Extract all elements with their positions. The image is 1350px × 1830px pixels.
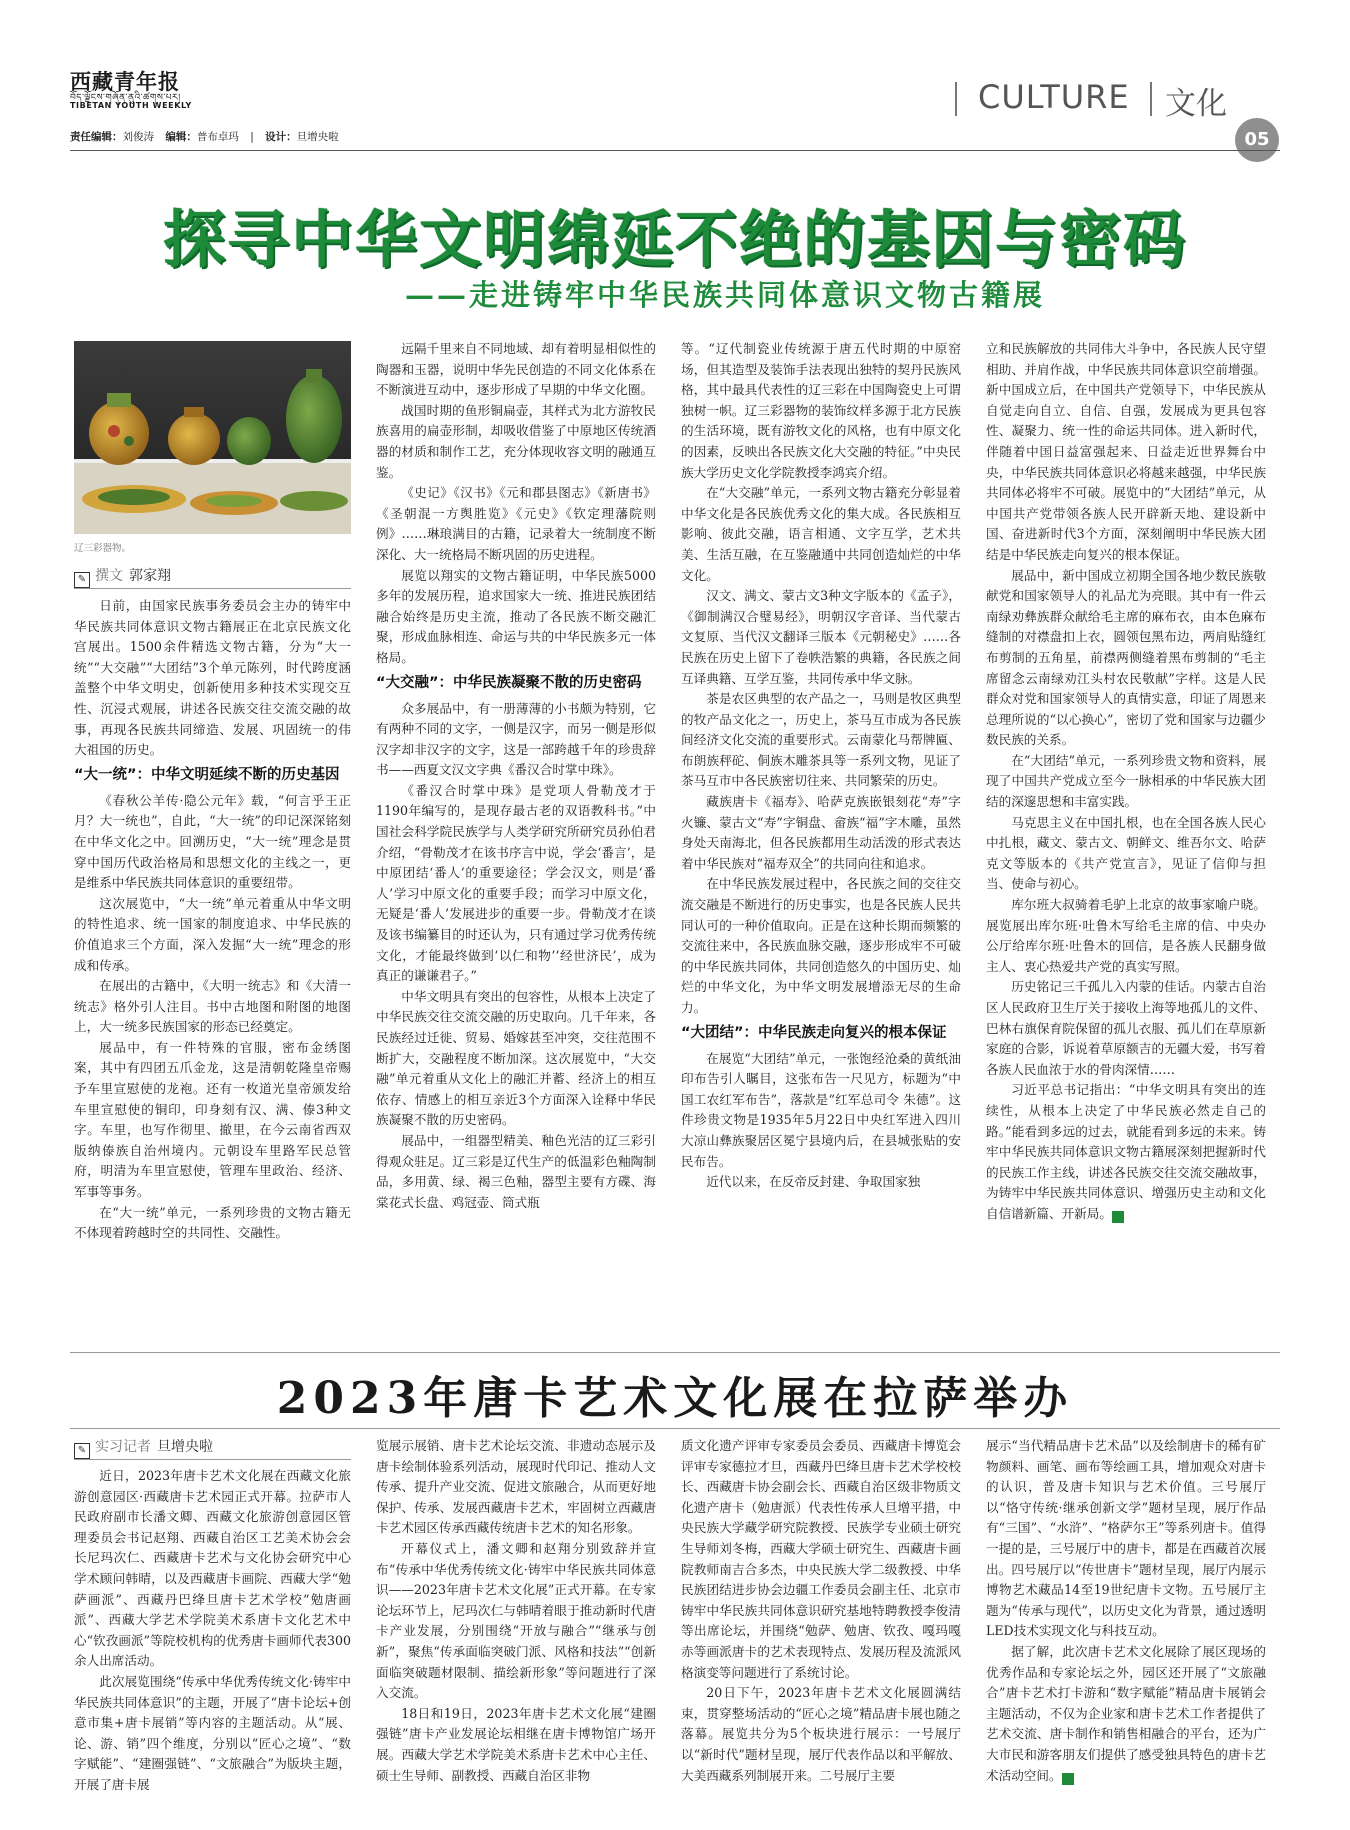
paragraph: 马克思主义在中国扎根，也在全国各族人民心中扎根，藏文、蒙古文、朝鲜文、维吾尔文、哈萨克文等版本的《共产党宣言》，见证了信仰与担当、使命与初心。 [986, 814, 1266, 892]
pen-icon: ✎ [74, 1443, 90, 1459]
section-heading: “大一统”：中华文明延续不断的历史基因 [74, 766, 340, 783]
end-mark-icon: ✦ [1112, 1211, 1124, 1223]
paragraph: 藏族唐卡《福寿》、哈萨克族嵌银刻花“寿”字火镰、蒙古文“寿”字铜盘、畲族“福”字木雕，虽然身处天南海北，但各民族都用生动活泼的形式表达着中华民族对“福寿双全”的共同向往和追求。 [681, 794, 961, 871]
credit-bar [70, 127, 1230, 147]
section-divider [955, 82, 957, 116]
newspaper-name-english: TIBETAN YOUTH WEEKLY [70, 101, 192, 110]
paragraph: 这次展览中，“大一统”单元着重从中华文明的特性追求、统一国家的制度追求、中华民族的价值追求三个方面，深入发掘“大一统”理念的形成和传承。 [74, 895, 351, 973]
article-column-2 [376, 339, 656, 1348]
paragraph: 在展出的古籍中，《大明一统志》和《大清一统志》格外引人注目。书中古地图和附图的地图上，大一统多民族国家的形态已经奠定。 [74, 978, 351, 1035]
paragraph: 览展示展销、唐卡艺术论坛交流、非遗动态展示及唐卡绘制体验系列活动，展现时代印记、推动人文传承、提升产业交流、促进文旅融合，从而更好地保护、传承、发展西藏唐卡艺术，牢固树立西藏唐卡艺术园区传承西藏传统唐卡艺术的知名形象。 [376, 1438, 656, 1536]
paragraph: 《春秋公羊传·隐公元年》载，“何言乎王正月？大一统也”，自此，“大一统”的印记深深铭刻在中华文化之中。回溯历史，“大一统”理念是贯穿中国历代政治格局和思想文化的主线之一，更是维系中华民族共同体意识的重要纽带。 [74, 792, 351, 891]
article2-title: 2023年唐卡艺术文化展在拉萨举办 [276, 1373, 1074, 1424]
paragraph: 此次展览围绕“传承中华优秀传统文化·铸牢中华民族共同体意识”的主题，开展了“唐卡论坛+创意市集+唐卡展销”等内容的主题活动。从“展、论、游、销”四个维度，分别以“匠心之境”、“数字赋能”、“建圈强链”、“文旅融合”为版块主题，开展了唐卡展 [74, 1673, 351, 1792]
section-label-en: CULTURE [978, 78, 1130, 116]
editor2-name: 普布卓玛 [196, 131, 239, 143]
paragraph: 等。“辽代制瓷业传统源于唐五代时期的中原窑场，但其造型及装饰手法表现出独特的契丹民族风格，其中最具代表性的辽三彩在中国陶瓷史上可谓独树一帜。辽三彩器物的装饰纹样多源于北方民族的生活环境，既有游牧文化的风格，也有中原文化的因素，反映出各民族文化大交融的特征。”中央民族大学历史文化学院教授李鸿宾介绍。 [681, 341, 961, 480]
paragraph: 茶是农区典型的农产品之一，马则是牧区典型的牧产品文化之一，历史上，茶马互市成为各民族间经济文化交流的重要形式。云南蒙化马帮牌匾、布朗族秤砣、侗族木雕茶具等一系列文物，见证了茶马互市中各民族密切往来、共同繁荣的历史。 [681, 691, 961, 789]
paragraph: 20日下午，2023年唐卡艺术文化展圆满结束，贯穿整场活动的“匠心之境”精品唐卡展也随之落幕。展览共分为5个板块进行展示：一号展厅以“新时代”题材呈现，展厅代表作品以和平解放、大美西藏系列制展开来。二号展厅主要 [681, 1685, 961, 1783]
byline-role: 撰文 [95, 568, 123, 584]
paragraph: 战国时期的鱼形铜扁壶，其样式为北方游牧民族喜用的扁壶形制，却吸收借鉴了中原地区传统酒器的材质和制作工艺，充分体现收容文明的融通互鉴。 [376, 402, 656, 480]
photo-caption: 辽三彩器物。 [74, 543, 132, 554]
header-rule [70, 150, 1280, 151]
article-column-3 [681, 339, 961, 1348]
byline-author: 郭家翔 [129, 568, 171, 584]
paragraph: 近日，2023年唐卡艺术文化展在西藏文化旅游创意园区·西藏唐卡艺术园正式开幕。拉萨市人民政府副市长潘文卿、西藏文化旅游创意园区管理委员会书记赵翔、西藏自治区工艺美术协会会长尼玛次仁、西藏唐卡艺术与文化协会研究中心学术顾问韩晴，以及西藏唐卡画院、西藏大学“勉萨画派”、西藏丹巴绛旦唐卡艺术学校“勉唐画派”、西藏大学艺术学院美术系唐卡文化艺术中心“钦孜画派”等院校机构的优秀唐卡画师代表300余人出席活动。 [74, 1468, 351, 1669]
article-divider [70, 1352, 1280, 1353]
editor-name: 刘俊涛 [122, 131, 154, 143]
paragraph: 历史铭记三千孤儿入内蒙的佳话。内蒙古自治区人民政府卫生厅关于接收上海等地孤儿的文件、巴林右旗保育院保留的孤儿衣服、孤儿们在草原新家庭的合影，诉说着草原额吉的无疆大爱，书写着各族人民血浓于水的骨肉深情…… [986, 979, 1266, 1077]
section-heading: “大交融”：中华民族凝聚不散的历史密码 [376, 674, 642, 691]
article-divider [70, 1428, 1280, 1429]
paragraph: 展示“当代精品唐卡艺术品”以及绘制唐卡的稀有矿物颜料、画笔、画布等绘画工具，增加观众对唐卡的认识，普及唐卡知识与艺术价值。三号展厅以“恪守传统·继承创新文学”题材呈现，展厅作品有“三国”、“水浒”、“格萨尔王”等系列唐卡。值得一提的是，三号展厅中的唐卡，都是在西藏首次展出。四号展厅以“传世唐卡”题材呈现，展厅内展示博物艺术藏品14至19世纪唐卡文物。五号展厅主题为“传承与现代”，以历史文化为背景，通过透明LED技术实现文化与科技互动。 [986, 1438, 1266, 1639]
paragraph: 展品中，一组器型精美、釉色光洁的辽三彩引得观众驻足。辽三彩是辽代生产的低温彩色釉陶制品，多用黄、绿、褐三色釉，器型主要有方碟、海棠花式长盘、鸡冠壶、筒式瓶 [376, 1132, 656, 1210]
paragraph: 《史记》《汉书》《元和郡县图志》《新唐书》《圣朝混一方舆胜览》《元史》《钦定理藩院则例》……琳琅满目的古籍，记录着大一统制度不断深化、大一统格局不断巩固的历史进程。 [376, 485, 656, 562]
byline-role: 实习记者 [95, 1439, 151, 1455]
paragraph: 汉文、满文、蒙古文3种文字版本的《孟子》，《御制满汉合璧易经》，明朝汉字音译、当代蒙古文复原、当代汉文翻译三版本《元朝秘史》……各民族在历史上留下了卷帙浩繁的典籍，各民族之间互译典籍、互学互鉴，共同传承中华文脉。 [681, 588, 961, 686]
article-column-4 [986, 339, 1266, 1348]
article2-column-1 [74, 1466, 351, 1816]
paragraph: 展品中，新中国成立初期全国各地少数民族敬献党和国家领导人的礼品尤为亮眼。其中有一件云南绿劝彝族群众献给毛主席的麻布衣，由本色麻布缝制的对襟盘扣上衣，圆领包黑布边，两肩贴缝红布剪制的五角星，前襟两侧缝着黑布剪制的“毛主席留念云南绿劝江头村农民敬献”字样。这是人民群众对党和国家领导人的真情实意，印证了周恩来总理所说的“以心换心”，密切了党和国家与边疆少数民族的关系。 [986, 567, 1266, 748]
liao-sancai-photo [74, 341, 351, 534]
pen-icon: ✎ [74, 572, 90, 588]
byline-rule [74, 588, 351, 589]
paragraph [986, 1642, 1266, 1786]
byline [74, 565, 171, 588]
section-label-cn: 文化 [1165, 86, 1227, 122]
paragraph: 展览以翔实的文物古籍证明，中华民族5000多年的发展历程，追求国家大一统、推进民族团结融合始终是历史主流，推动了各民族不断交融汇聚，形成血脉相连、命运与共的中华民族多元一体格局。 [376, 567, 656, 665]
article-subtitle: ——走进铸牢中华民族共同体意识文物古籍展 [404, 278, 1045, 312]
paragraph [986, 1080, 1266, 1224]
designer-label: 设计： [265, 131, 297, 143]
section-heading: “大团结”：中华民族走向复兴的根本保证 [681, 1024, 947, 1041]
paragraph: 库尔班大叔骑着毛驴上北京的故事家喻户晓。展览展出库尔班·吐鲁木写给毛主席的信、中央办公厅给库尔班·吐鲁木的回信，是各族人民翻身做主人、衷心热爱共产党的真实写照。 [986, 897, 1266, 974]
paragraph: 在“大团结”单元，一系列珍贵文物和资料，展现了中国共产党成立至今一脉相承的中华民族大团结的深邃思想和丰富实践。 [986, 752, 1266, 810]
byline [74, 1436, 213, 1459]
newspaper-name: 西藏青年报 [70, 69, 180, 94]
paragraph: 中华文明具有突出的包容性，从根本上决定了中华民族交往交流交融的历史取向。几千年来，各民族经过迁徙、贸易、婚嫁甚至冲突，交往范围不断扩大，交融程度不断加深。这次展览中，“大交融”单元着重从文化上的融汇并蓄、经济上的相互依存、情感上的相互亲近3个方面深入诠释中华民族凝聚不散的历史密码。 [376, 988, 656, 1128]
paragraph-text: 据了解，此次唐卡艺术文化展除了展区现场的优秀作品和专家论坛之外，园区还开展了“文旅融合”唐卡艺术打卡游和“数字赋能”精品唐卡展销会主题活动，不仅为企业家和唐卡艺术工作者提供了艺术交流、唐卡制作和销售相融合的平台，还为广大市民和游客朋友们提供了感受独具特色的唐卡艺术活动空间。 [986, 1643, 1266, 1783]
byline-rule [74, 1459, 351, 1460]
paragraph: 在“大一统”单元，一系列珍贵的文物古籍无不体现着跨越时空的共同性、交融性。 [74, 1204, 351, 1241]
paragraph: 展品中，有一件特殊的官服，密布金绣图案，其中有四团五爪金龙，这是清朝乾隆皇帝赐予车里宣慰使的龙袍。还有一枚道光皇帝颁发给车里宣慰使的铜印，印身刻有汉、满、傣3种文字。车里，也写作彻里、撤里，在今云南省西双版纳傣族自治州境内。元朝设车里路军民总管府，明清为车里宣慰使，管理车里政治、经济、军事等事务。 [74, 1039, 351, 1200]
paragraph: 在展览“大团结”单元，一张饱经沧桑的黄纸油印布告引人瞩目，这张布告一尺见方，标题为“中国工农红军布告”，落款是“红军总司令 朱德”。这件珍贵文物是1935年5月22日中央红军进入四川大凉山彝族聚居区冕宁县境内后，在县城张贴的安民布告。 [681, 1050, 961, 1169]
paragraph: 远隔千里来自不同地域、却有着明显相似性的陶器和玉器，说明中华先民创造的不同文化体系在不断演进互动中，逐步形成了早期的中华文化圈。 [376, 341, 656, 398]
article2-column-2 [376, 1436, 656, 1816]
paragraph: 在“大交融”单元，一系列文物古籍充分彰显着中华文化是各民族优秀文化的集大成。各民族相互影响、彼此交融，语言相通、文字互学，艺术共美、生活互融，在互鉴融通中共同创造灿烂的中华文化。 [681, 485, 961, 583]
paragraph: 近代以来，在反帝反封建、争取国家独 [706, 1174, 921, 1190]
paragraph: 立和民族解放的共同伟大斗争中，各民族人民守望相助、并肩作战，中华民族共同体意识空前增强。新中国成立后，在中国共产党领导下，中华民族从自觉走向自立、自信、自强，发展成为更具包容性、凝聚力、统一性的命运共同体。进入新时代，伴随着中国日益富强起来、日益走近世界舞台中央，中华民族共同体意识必将越来越强，中华民族共同体必将牢不可破。展览中的“大团结”单元，从中国共产党带领各族人民开辟新天地、建设新中国、奋进新时代3个方面，深刻阐明中华民族大团结是中华民族走向复兴的根本保证。 [986, 341, 1266, 562]
end-mark-icon: ✦ [1062, 1773, 1074, 1785]
page-number: 05 [1235, 118, 1279, 162]
article2-column-3 [681, 1436, 961, 1816]
paragraph: 众多展品中，有一册薄薄的小书颇为特别，它有两种不同的文字，一侧是汉字，而另一侧是形似汉字却非汉字的文字，这是一部跨越千年的珍贵辞书——西夏文汉文字典《番汉合时掌中珠》。 [376, 700, 656, 778]
credit-separator: | [250, 131, 254, 143]
paragraph: 《番汉合时掌中珠》是党项人骨勒茂才于1190年编写的，是现存最古老的双语教科书。”中国社会科学院民族学与人类学研究所研究员孙伯君介绍，“骨勒茂才在该书序言中说，学会‘番言’，是中原团结‘番人’的重要途径；学会汉文，则是‘番人’学习中原文化的重要手段；而学习中原文化，无疑是‘番人’发展进步的重要一步。骨勒茂才在谈及该书编纂目的时还认为，只有通过学习优秀传统文化，才能最终做到‘以仁和物’‘经世济民’，成为真正的谦谦君子。” [376, 782, 656, 984]
paragraph: 开幕仪式上，潘文卿和赵翔分别致辞并宣布“传承中华优秀传统文化·铸牢中华民族共同体意识——2023年唐卡艺术文化展”正式开幕。在专家论坛环节上，尼玛次仁与韩晴着眼于推动新时代唐卡产业发展，分别围绕“开放与融合”“继承与创新”，聚焦“传承面临突破门派、风格和技法”“创新面临突破题材限制、描绘新形象”等问题进行了深入交流。 [376, 1540, 656, 1701]
editor2-label: 编辑： [165, 131, 197, 143]
article-title: 探寻中华文明绵延不绝的基因与密码 [162, 203, 1187, 276]
paragraph: 在中华民族发展过程中，各民族之间的交往交流交融是不断进行的历史事实，也是各民族人民共同认可的一种价值取向。正是在这种长期而频繁的交流往来中，各民族血脉交融，逐步形成牢不可破的中华民族共同体，共同创造悠久的中国历史、灿烂的中华文化，为中华文明发展增添无尽的生命力。 [681, 876, 961, 1015]
paragraph: 日前，由国家民族事务委员会主办的铸牢中华民族共同体意识文物古籍展正在北京民族文化宫展出。1500余件精选文物古籍，分为“大一统”“大交融”“大团结”3个单元陈列，时代跨度涵盖整个中华文明史，创新使用多种技术实现交互性、沉浸式观展，讲述各民族交往交流交融的故事，再现各民族共同缔造、发展、巩固统一的伟大祖国的历史。 [74, 598, 351, 758]
section-divider [1150, 82, 1152, 116]
paragraph: 18日和19日，2023年唐卡艺术文化展“建圈强链”唐卡产业发展论坛相继在唐卡博物馆广场开展。西藏大学艺术学院美术系唐卡艺术中心主任、硕士生导师、副教授、西藏自治区非物 [376, 1705, 656, 1783]
newspaper-name-tibetan: བོད་ལྗོངས་གཞོན་ནུའི་ཚགས་པར། [70, 93, 181, 103]
article-photo [74, 341, 351, 534]
paragraph-text: 习近平总书记指出：“中华文明具有突出的连续性，从根本上决定了中华民族必然走自己的路。”能看到多远的过去，就能看到多远的未来。铸牢中华民族共同体意识文物古籍展深刻把握新时代的民族工作主线，讲述各民族交往交流交融故事，为铸牢中华民族共同体意识、增强历史主动和文化自信谱新篇、开新局。 [986, 1082, 1266, 1221]
designer-name: 旦增央啦 [296, 131, 339, 143]
article2-column-4 [986, 1436, 1266, 1816]
byline-author: 旦增央啦 [157, 1439, 213, 1455]
article-column-1 [74, 596, 351, 1348]
editor-label: 责任编辑： [70, 131, 123, 143]
paragraph: 质文化遗产评审专家委员会委员、西藏唐卡博览会评审专家德拉才旦，西藏丹巴绛旦唐卡艺术学校校长、西藏唐卡协会副会长、西藏自治区级非物质文化遗产唐卡（勉唐派）代表性传承人旦增平措，中央民族大学藏学研究院教授、民族学专业硕士研究生导师刘冬梅，西藏大学硕士研究生、西藏唐卡画院教师南吉合多杰，中央民族大学二级教授、中华民族团结进步协会边疆工作委员会副主任、北京市铸牢中华民族共同体意识研究基地特聘教授李俊清等出席论坛，并围绕“勉萨、勉唐、钦孜、嘎玛嘎赤等画派唐卡的艺术表现特点、发展历程及流派风格演变等问题进行了系统讨论。 [681, 1438, 961, 1680]
